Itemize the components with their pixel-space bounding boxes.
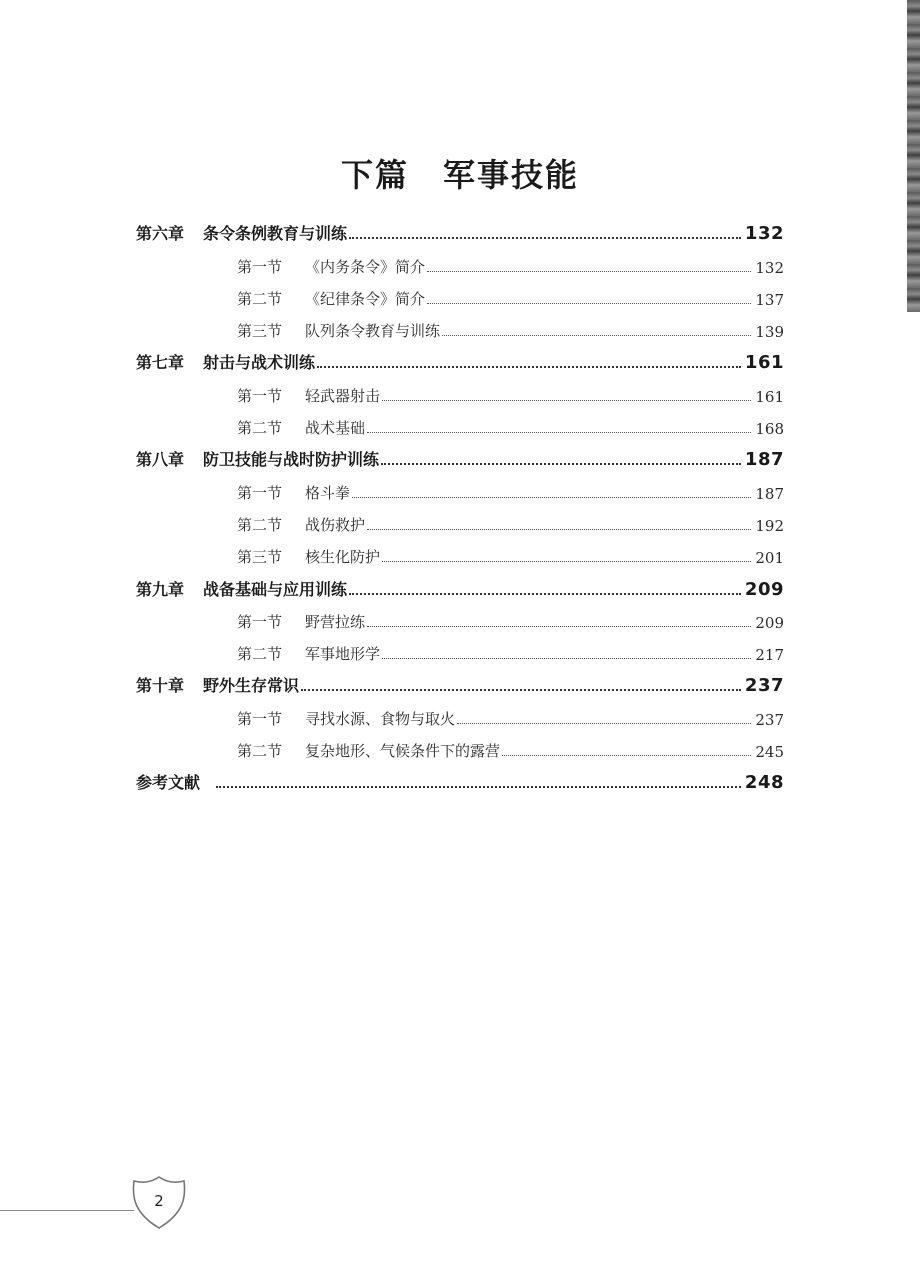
dot-leader <box>301 689 741 691</box>
toc-section[interactable] <box>136 539 784 571</box>
toc-section[interactable] <box>136 700 784 732</box>
dot-leader <box>352 497 751 498</box>
dot-leader <box>427 303 751 304</box>
toc-section-number: 第一节 <box>237 386 283 405</box>
toc-section-title: 复杂地形、气候条件下的露营 <box>305 742 501 761</box>
toc-chapter-6[interactable] <box>136 216 784 248</box>
toc-page-number: 201 <box>755 549 784 568</box>
toc-section[interactable] <box>136 248 784 280</box>
toc-page-number: 209 <box>755 613 784 632</box>
dot-leader <box>442 335 751 336</box>
toc-section-title: 战术基础 <box>305 419 366 438</box>
toc-page-number: 187 <box>755 484 784 503</box>
toc-section-number: 第二节 <box>237 289 283 308</box>
dot-leader <box>317 366 741 368</box>
toc-page-number: 137 <box>755 290 784 309</box>
toc-section-title: 队列条令教育与训练 <box>305 322 441 341</box>
toc-section-title: 格斗拳 <box>305 483 351 502</box>
toc-page-number: 237 <box>744 675 784 697</box>
dot-leader <box>502 755 751 756</box>
toc-chapter-number: 第九章 <box>136 579 185 599</box>
toc-page-number: 237 <box>755 710 784 729</box>
toc-section[interactable] <box>136 733 784 765</box>
footer-rule <box>0 1210 134 1211</box>
toc-page-number: 161 <box>755 387 784 406</box>
toc-page-number: 217 <box>755 646 784 665</box>
dot-leader <box>381 463 741 465</box>
toc-references[interactable] <box>136 765 784 797</box>
toc-page-number: 192 <box>755 516 784 535</box>
toc-section[interactable] <box>136 377 784 409</box>
toc-section-title: 《内务条令》简介 <box>305 257 426 276</box>
toc-section-number: 第二节 <box>237 742 283 761</box>
toc-section-number: 第三节 <box>237 322 283 341</box>
toc-chapter-9[interactable] <box>136 571 784 603</box>
toc-section-title: 轻武器射击 <box>305 386 381 405</box>
toc-section[interactable] <box>136 281 784 313</box>
toc-page-number: 161 <box>744 352 784 374</box>
toc-chapter-title: 野外生存常识 <box>203 676 300 696</box>
dot-leader <box>382 561 751 562</box>
page-number: 2 <box>154 1192 164 1210</box>
toc-page-number: 168 <box>755 420 784 439</box>
toc-section-number: 第二节 <box>237 419 283 438</box>
toc-section-number: 第一节 <box>237 483 283 502</box>
toc-page-number: 132 <box>744 223 784 245</box>
toc-section[interactable] <box>136 313 784 345</box>
toc-section-number: 第一节 <box>237 257 283 276</box>
toc-chapter-title: 射击与战术训练 <box>203 353 316 373</box>
toc-page-number: 187 <box>744 449 784 471</box>
dot-leader <box>367 529 751 530</box>
page-title: 下篇 军事技能 <box>340 156 579 194</box>
toc-chapter-10[interactable] <box>136 668 784 700</box>
toc-chapter-7[interactable] <box>136 345 784 377</box>
toc-section[interactable] <box>136 507 784 539</box>
toc-chapter-title: 防卫技能与战时防护训练 <box>203 450 380 470</box>
toc-section-title: 野营拉练 <box>305 612 366 631</box>
toc-page-number: 139 <box>755 323 784 342</box>
dot-leader <box>216 786 741 788</box>
dot-leader <box>457 723 751 724</box>
toc-page-number: 209 <box>744 578 784 600</box>
toc-page-number: 248 <box>744 772 784 794</box>
toc-chapter-number: 第八章 <box>136 450 185 470</box>
toc-section[interactable] <box>136 410 784 442</box>
dot-leader <box>427 271 751 272</box>
toc-section-number: 第一节 <box>237 709 283 728</box>
toc-chapter-title: 条令条例教育与训练 <box>203 224 348 244</box>
toc-chapter-number: 第六章 <box>136 224 185 244</box>
toc-section-title: 核生化防护 <box>305 548 381 567</box>
table-of-contents <box>136 216 784 797</box>
toc-references-title: 参考文献 <box>136 773 201 793</box>
toc-section-title: 寻找水源、食物与取火 <box>305 709 456 728</box>
toc-chapter-title: 战备基础与应用训练 <box>203 579 348 599</box>
dot-leader <box>382 400 751 401</box>
dot-leader <box>349 237 741 239</box>
toc-section[interactable] <box>136 604 784 636</box>
dot-leader <box>367 432 751 433</box>
toc-section-number: 第二节 <box>237 645 283 664</box>
toc-section-title: 《纪律条令》简介 <box>305 289 426 308</box>
dot-leader <box>382 658 751 659</box>
toc-chapter-8[interactable] <box>136 442 784 474</box>
toc-section[interactable] <box>136 636 784 668</box>
toc-section[interactable] <box>136 474 784 506</box>
toc-page-number: 245 <box>755 743 784 762</box>
page-number-badge <box>130 1175 188 1231</box>
toc-section-number: 第一节 <box>237 612 283 631</box>
toc-chapter-number: 第七章 <box>136 353 185 373</box>
toc-section-number: 第三节 <box>237 548 283 567</box>
dot-leader <box>367 626 751 627</box>
toc-section-number: 第二节 <box>237 515 283 534</box>
dot-leader <box>349 593 741 595</box>
toc-chapter-number: 第十章 <box>136 676 185 696</box>
toc-section-title: 军事地形学 <box>305 645 381 664</box>
toc-section-title: 战伤救护 <box>305 515 366 534</box>
toc-page-number: 132 <box>755 258 784 277</box>
